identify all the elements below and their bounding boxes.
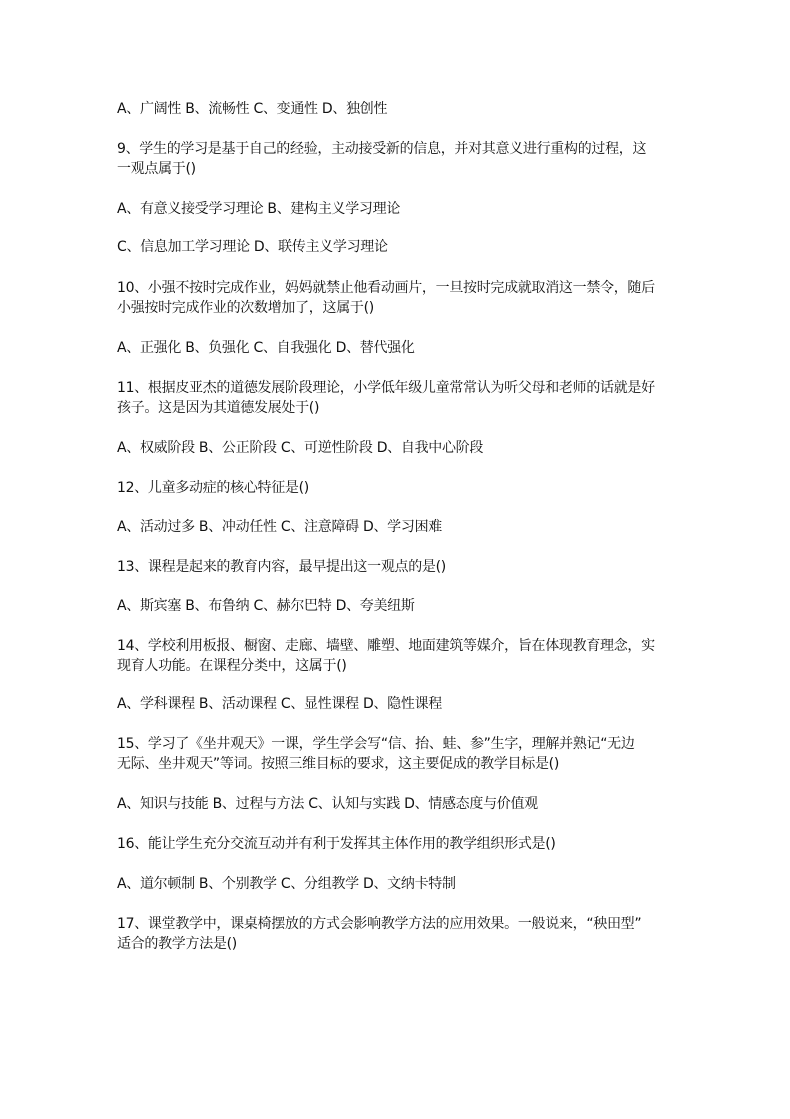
options-q8 [117,99,387,119]
text-line: A、正强化 B、负强化 C、自我强化 D、替代强化 [117,340,415,356]
text-line: 适合的教学方法是() [117,936,237,952]
text-line: 一观点属于() [117,161,196,177]
text-line: 11、根据皮亚杰的道德发展阶段理论，小学低年级儿童常常认为听父母和老师的话就是好 [117,380,655,396]
text-line: 小强按时完成作业的次数增加了，这属于() [117,300,374,316]
question-15 [117,734,635,774]
text-line: A、活动过多 B、冲动任性 C、注意障碍 D、学习困难 [117,519,442,535]
options-q13 [117,596,415,616]
options-q12 [117,517,442,537]
text-line: A、有意义接受学习理论 B、建构主义学习理论 [117,201,401,217]
text-line: 13、课程是起来的教育内容，最早提出这一观点的是() [117,559,446,575]
question-10 [117,278,655,318]
options-q14 [117,694,442,714]
question-14 [117,636,655,676]
options-q16 [117,874,456,894]
text-line: 16、能让学生充分交流互动并有利于发挥其主体作用的教学组织形式是() [117,836,556,852]
text-line: 无际、坐井观天”等词。按照三维目标的要求，这主要促成的教学目标是() [117,756,559,772]
text-line: 9、学生的学习是基于自己的经验，主动接受新的信息，并对其意义进行重构的过程，这 [117,141,647,157]
question-9 [117,139,646,179]
options-q9-cd [117,237,388,257]
question-11 [117,378,655,418]
options-q11 [117,438,483,458]
options-q9-ab [117,199,400,219]
text-line: 17、课堂教学中，课桌椅摆放的方式会影响教学方法的应用效果。一般说来，“秧田型” [117,916,642,932]
text-line: A、知识与技能 B、过程与方法 C、认知与实践 D、情感态度与价值观 [117,796,538,812]
text-line: 孩子。这是因为其道德发展处于() [117,400,320,416]
text-line: 12、儿童多动症的核心特征是() [117,480,309,496]
text-line: 现育人功能。在课程分类中，这属于() [117,658,347,674]
question-17 [117,914,641,954]
text-line: A、学科课程 B、活动课程 C、显性课程 D、隐性课程 [117,696,442,712]
question-12 [117,478,309,498]
text-line: A、道尔顿制 B、个别教学 C、分组教学 D、文纳卡特制 [117,876,456,892]
text-line: A、广阔性 B、流畅性 C、变通性 D、独创性 [117,101,388,117]
options-q10 [117,338,415,358]
text-line: C、信息加工学习理论 D、联传主义学习理论 [117,239,388,255]
question-16 [117,834,556,854]
text-line: 14、学校利用板报、橱窗、走廊、墙壁、雕塑、地面建筑等媒介，旨在体现教育理念，实 [117,638,655,654]
options-q15 [117,794,538,814]
text-line: 15、学习了《坐井观天》一课，学生学会写“信、抬、蛙、参”生字，理解并熟记“无边 [117,736,635,752]
text-line: A、斯宾塞 B、布鲁纳 C、赫尔巴特 D、夸美纽斯 [117,598,415,614]
text-line: A、权威阶段 B、公正阶段 C、可逆性阶段 D、自我中心阶段 [117,440,484,456]
question-13 [117,557,446,577]
text-line: 10、小强不按时完成作业，妈妈就禁止他看动画片，一旦按时完成就取消这一禁令，随后 [117,280,655,296]
